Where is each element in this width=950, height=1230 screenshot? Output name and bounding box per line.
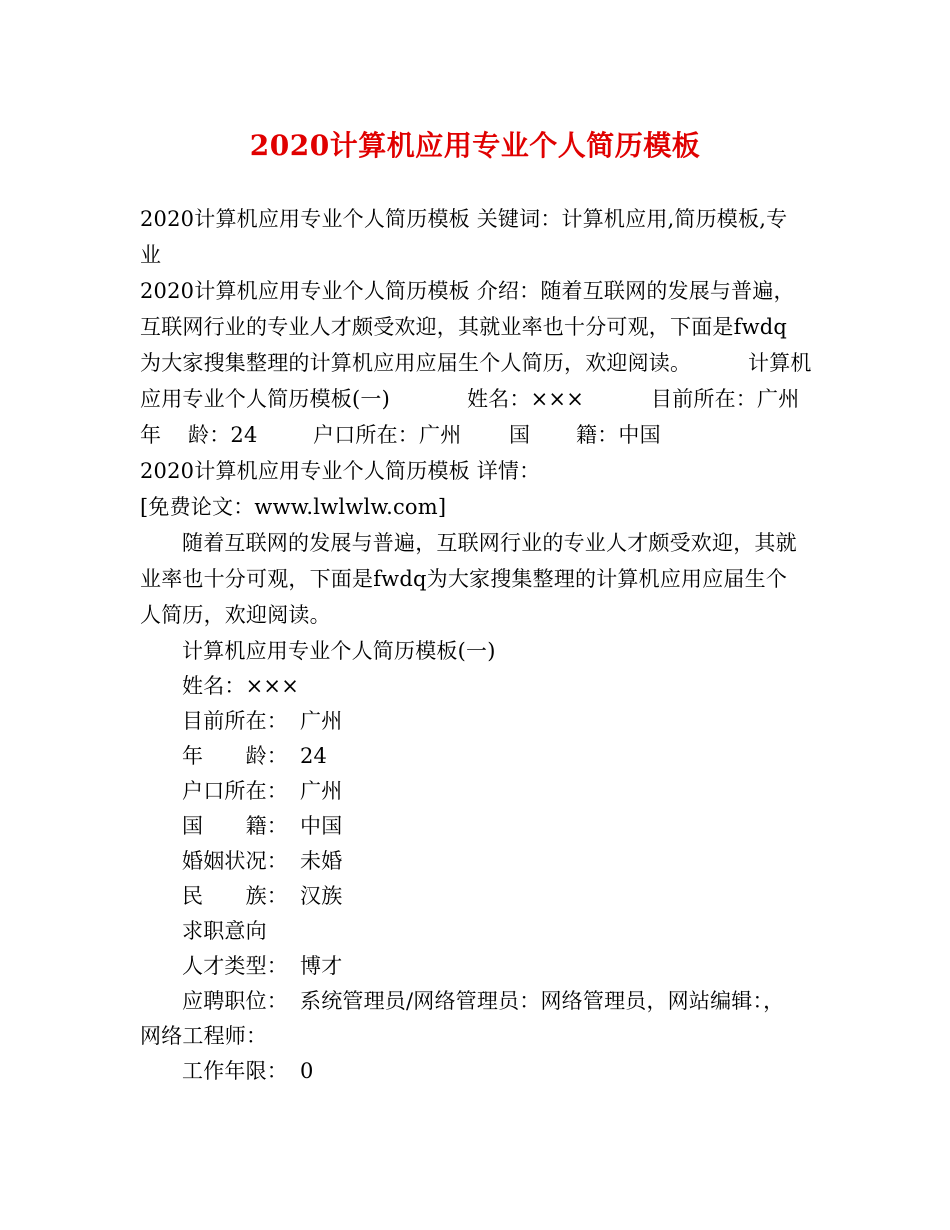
field-row bbox=[0, 881, 950, 911]
intention-header: 求职意向 bbox=[182, 919, 267, 943]
field-value: 0 bbox=[300, 1059, 314, 1083]
field-label: 目前所在： bbox=[182, 709, 288, 733]
intro-text: 籍：中国 bbox=[576, 423, 661, 447]
field-label: 应聘职位： bbox=[182, 989, 288, 1013]
field-label: 民 族： bbox=[182, 884, 288, 908]
field-row bbox=[0, 951, 950, 981]
keywords-line-1: 2020计算机应用专业个人简历模板 关键词：计算机应用,简历模板,专 bbox=[140, 207, 788, 231]
intro-text: 为大家搜集整理的计算机应用应届生个人简历，欢迎阅读。 bbox=[140, 351, 692, 375]
field-value: 中国 bbox=[300, 814, 343, 838]
name-line: 姓名：××× bbox=[182, 674, 299, 698]
section-title: 计算机应用专业个人简历模板(一) bbox=[182, 639, 496, 663]
field-row bbox=[0, 706, 950, 736]
field-label: 工作年限： bbox=[182, 1059, 288, 1083]
field-row bbox=[0, 846, 950, 876]
document-title: 2020计算机应用专业个人简历模板 bbox=[249, 129, 701, 162]
field-label: 国 籍： bbox=[182, 814, 288, 838]
field-label: 年 龄： bbox=[182, 744, 288, 768]
intro-text: 计算机 bbox=[748, 351, 812, 375]
intro-line-1: 2020计算机应用专业个人简历模板 介绍：随着互联网的发展与普遍， bbox=[140, 279, 795, 303]
field-label: 户口所在： bbox=[182, 779, 288, 803]
field-value: 汉族 bbox=[300, 884, 343, 908]
field-row bbox=[0, 741, 950, 771]
field-row bbox=[0, 1056, 950, 1086]
details-line: 2020计算机应用专业个人简历模板 详情： bbox=[140, 459, 541, 483]
intro-text: 国 bbox=[509, 423, 531, 447]
field-value: 未婚 bbox=[300, 849, 343, 873]
intro-line-5 bbox=[140, 420, 820, 450]
paragraph-line-2: 业率也十分可观，下面是fwdq为大家搜集整理的计算机应用应届生个 bbox=[140, 567, 788, 591]
field-row bbox=[0, 776, 950, 806]
paragraph-line-3: 人简历，欢迎阅读。 bbox=[140, 603, 331, 627]
intro-text: 姓名：××× bbox=[467, 387, 584, 411]
intro-text: 年 bbox=[140, 423, 162, 447]
field-value: 广州 bbox=[300, 779, 343, 803]
paragraph-line-1: 随着互联网的发展与普遍，互联网行业的专业人才颇受欢迎，其就 bbox=[182, 531, 797, 555]
field-value: 24 bbox=[300, 744, 328, 768]
field-row bbox=[0, 811, 950, 841]
field-value: 系统管理员/网络管理员：网络管理员，网站编辑：， bbox=[300, 989, 785, 1013]
field-label: 婚姻状况： bbox=[182, 849, 288, 873]
intro-text: 户口所在：广州 bbox=[313, 423, 462, 447]
position-continuation: 网络工程师： bbox=[140, 1024, 268, 1048]
intro-line-2: 互联网行业的专业人才颇受欢迎，其就业率也十分可观，下面是fwdq bbox=[140, 315, 788, 339]
field-row bbox=[0, 986, 950, 1016]
intro-text: 目前所在：广州 bbox=[651, 387, 800, 411]
field-label: 人才类型： bbox=[182, 954, 288, 978]
intro-text: 龄：24 bbox=[188, 423, 258, 447]
source-link[interactable]: [免费论文：www.lwlwlw.com] bbox=[140, 495, 447, 519]
intro-text: 应用专业个人简历模板(一) bbox=[140, 387, 390, 411]
field-value: 博才 bbox=[300, 954, 343, 978]
field-value: 广州 bbox=[300, 709, 343, 733]
intro-line-3 bbox=[140, 348, 820, 378]
intro-line-4 bbox=[140, 384, 820, 414]
keywords-line-2: 业 bbox=[140, 243, 162, 267]
